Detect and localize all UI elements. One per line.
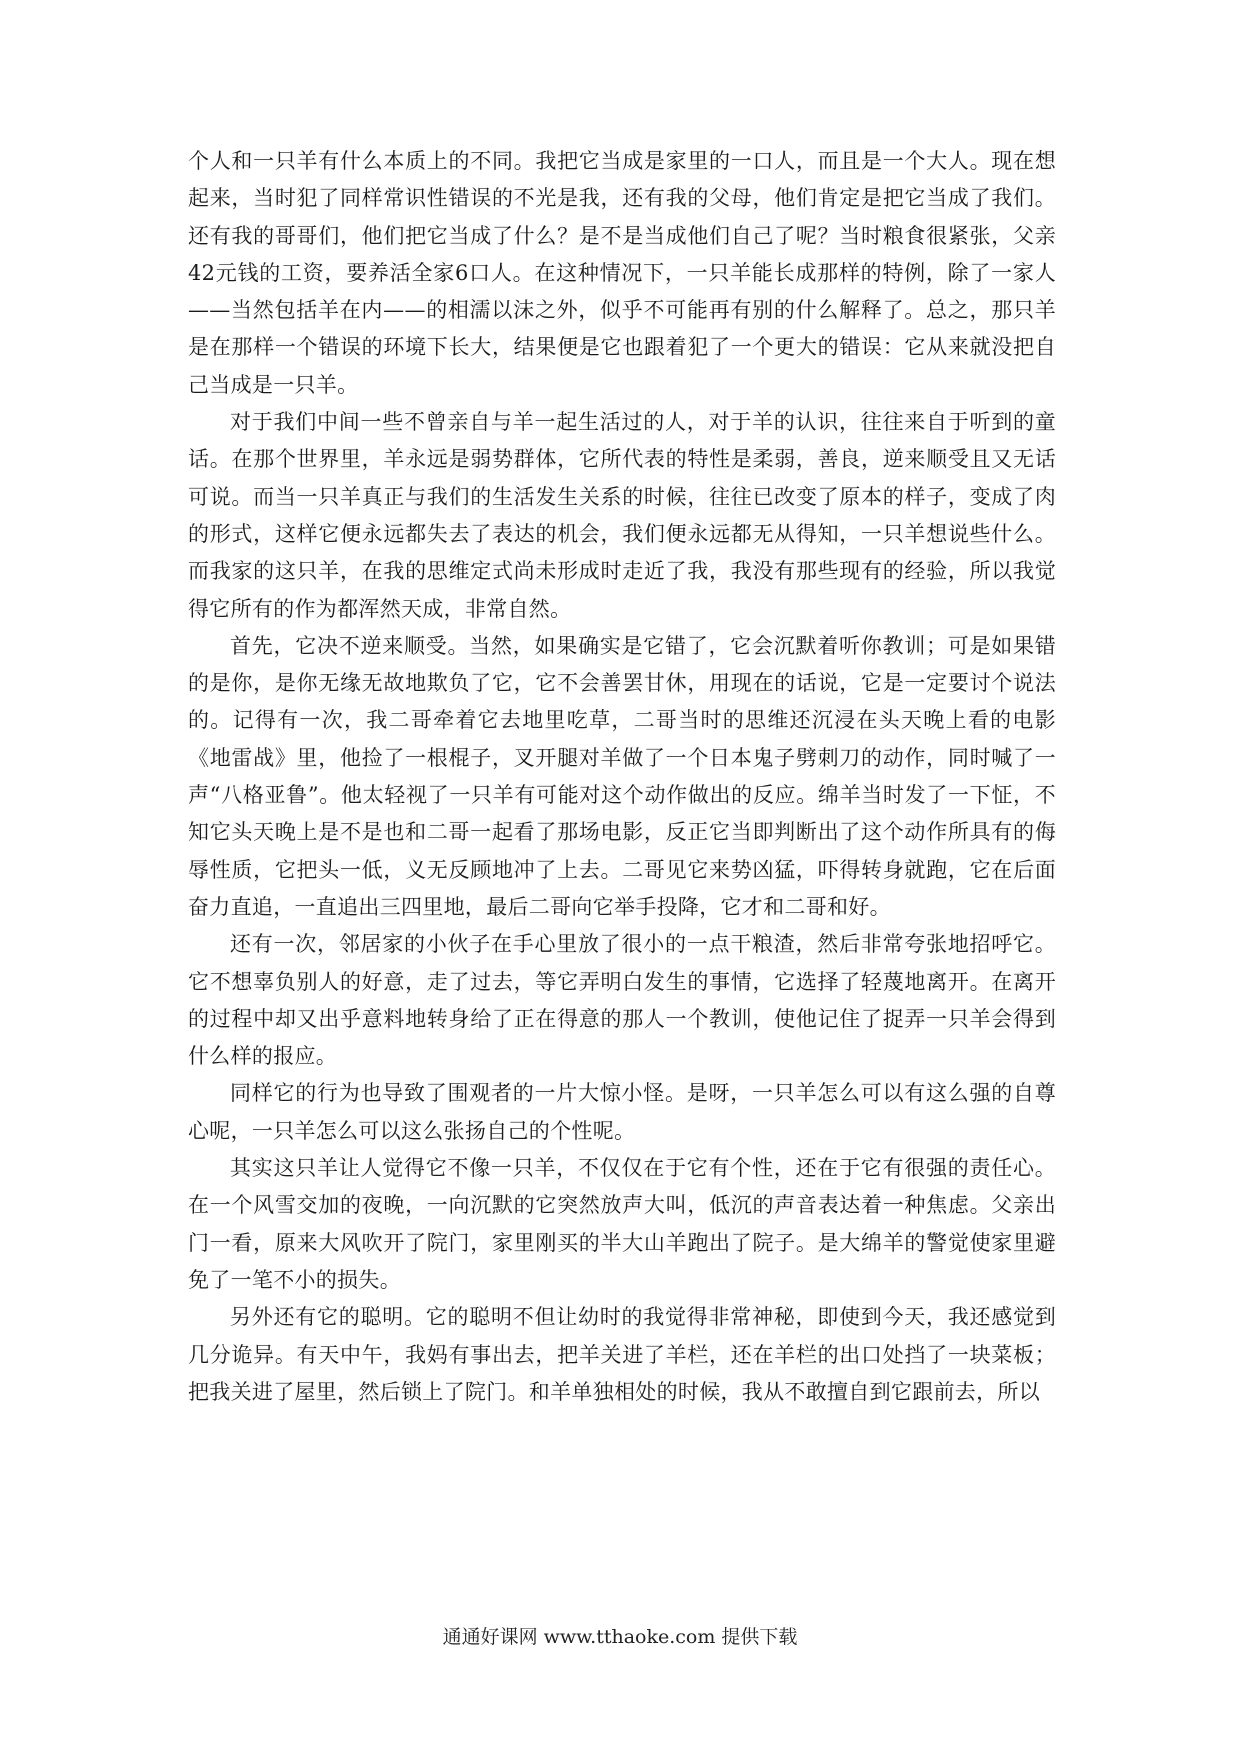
paragraph-7: 另外还有它的聪明。它的聪明不但让幼时的我觉得非常神秘，即使到今天，我还感觉到几分诡异。有天中午，我妈有事出去，把羊关进了羊栏，还在羊栏的出口处挡了一块菜板；把我关进了屋里，然后锁上了院门。和羊单独相处的时候，我从不敢擅自到它跟前去，所以 [188, 1305, 1056, 1404]
paragraph-5: 同样它的行为也导致了围观者的一片大惊小怪。是呀，一只羊怎么可以有这么强的自尊心呢，一只羊怎么可以这么张扬自己的个性呢。 [188, 1081, 1056, 1143]
paragraph-2: 对于我们中间一些不曾亲自与羊一起生活过的人，对于羊的认识，往往来自于听到的童话。在那个世界里，羊永远是弱势群体，它所代表的特性是柔弱，善良，逆来顺受且又无话可说。而当一只羊真正与我们的生活发生关系的时候，往往已改变了原本的样子，变成了肉的形式，这样它便永远都失去了表达的机会，我们便永远都无从得知，一只羊想说些什么。而我家的这只羊，在我的思维定式尚未形成时走近了我，我没有那些现有的经验，所以我觉得它所有的作为都浑然天成，非常自然。 [188, 410, 1056, 621]
paragraph-6: 其实这只羊让人觉得它不像一只羊，不仅仅在于它有个性，还在于它有很强的责任心。在一个风雪交加的夜晚，一向沉默的它突然放声大叫，低沉的声音表达着一种焦虑。父亲出门一看，原来大风吹开了院门，家里刚买的半大山羊跑出了院子。是大绵羊的警觉使家里避免了一笔不小的损失。 [188, 1156, 1056, 1292]
paragraph-4: 还有一次，邻居家的小伙子在手心里放了很小的一点干粮渣，然后非常夸张地招呼它。它不想辜负别人的好意，走了过去，等它弄明白发生的事情，它选择了轻蔑地离开。在离开的过程中却又出乎意料地转身给了正在得意的那人一个教训，使他记住了捉弄一只羊会得到什么样的报应。 [188, 932, 1056, 1069]
paragraph-3: 首先，它决不逆来顺受。当然，如果确实是它错了，它会沉默着听你教训；可是如果错的是你，是你无缘无故地欺负了它，它不会善罢甘休，用现在的话说，它是一定要讨个说法的。记得有一次，我二哥牵着它去地里吃草，二哥当时的思维还沉浸在头天晚上看的电影《地雷战》里，他捡了一根棍子，叉开腿对羊做了一个日本鬼子劈刺刀的动作，同时喊了一声“八格亚鲁”。他太轻视了一只羊有可能对这个动作做出的反应。绵羊当时发了一下怔，不知它头天晚上是不是也和二哥一起看了那场电影，反正它当即判断出了这个动作所具有的侮辱性质，它把头一低，义无反顾地冲了上去。二哥见它来势凶猛，吓得转身就跑，它在后面奋力直追，一直追出三四里地，最后二哥向它举手投降，它才和二哥和好。 [188, 633, 1056, 919]
page-footer: 通通好课网 www.tthaoke.com 提供下载 [442, 1626, 798, 1648]
paragraph-1: 个人和一只羊有什么本质上的不同。我把它当成是家里的一口人，而且是一个大人。现在想起来，当时犯了同样常识性错误的不光是我，还有我的父母，他们肯定是把它当成了我们。还有我的哥哥们，他们把它当成了什么？是不是当成他们自己了呢？当时粮食很紧张，父亲42元钱的工资，要养活全家6口人。在这种情况下，一只羊能长成那样的特例，除了一家人——当然包括羊在内——的相濡以沫之外，似乎不可能再有别的什么解释了。总之，那只羊是在那样一个错误的环境下长大，结果便是它也跟着犯了一个更大的错误：它从来就没把自己当成是一只羊。 [188, 149, 1056, 397]
article-body [188, 143, 1056, 1411]
